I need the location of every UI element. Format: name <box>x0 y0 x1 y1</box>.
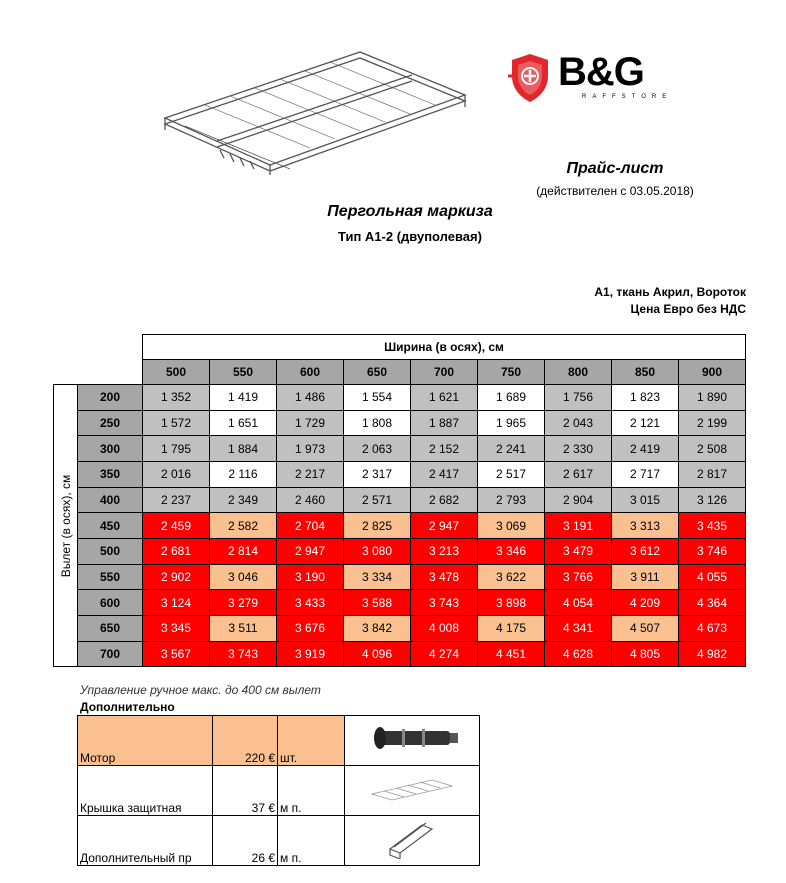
price-cell: 3 046 <box>210 564 277 590</box>
price-cell: 1 554 <box>344 384 411 410</box>
price-cell: 1 572 <box>143 410 210 436</box>
price-cell: 2 814 <box>210 539 277 565</box>
price-cell: 1 486 <box>277 384 344 410</box>
price-cell: 4 274 <box>411 641 478 667</box>
price-cell: 2 947 <box>411 513 478 539</box>
price-row <box>54 539 746 565</box>
width-column-header: 700 <box>411 359 478 384</box>
blank-cell <box>54 359 143 384</box>
price-cell: 3 588 <box>344 590 411 616</box>
price-row <box>54 641 746 667</box>
depth-row-header: 650 <box>78 616 143 642</box>
extra-name: Мотор <box>78 716 213 766</box>
depth-row-header: 700 <box>78 641 143 667</box>
price-row <box>54 564 746 590</box>
price-cell: 3 511 <box>210 616 277 642</box>
price-cell: 1 890 <box>679 384 746 410</box>
cover-icon <box>345 766 480 816</box>
price-row <box>54 384 746 410</box>
price-cell: 3 898 <box>478 590 545 616</box>
price-note: Цена Евро без НДС <box>630 302 746 316</box>
extra-unit: м п. <box>278 766 345 816</box>
price-cell: 1 419 <box>210 384 277 410</box>
price-cell: 2 063 <box>344 436 411 462</box>
width-column-header: 650 <box>344 359 411 384</box>
price-cell: 4 096 <box>344 641 411 667</box>
depth-row-header: 350 <box>78 461 143 487</box>
logo-subtext: RAFFSTORE <box>582 94 673 100</box>
price-cell: 3 746 <box>679 539 746 565</box>
depth-row-header: 500 <box>78 539 143 565</box>
product-type: Тип А1-2 (двуполевая) <box>338 229 482 244</box>
price-cell: 3 213 <box>411 539 478 565</box>
blank-cell <box>54 335 143 360</box>
price-cell: 2 016 <box>143 461 210 487</box>
width-column-header: 600 <box>277 359 344 384</box>
price-cell: 2 349 <box>210 487 277 513</box>
depth-row-header: 550 <box>78 564 143 590</box>
price-cell: 3 766 <box>545 564 612 590</box>
price-cell: 2 902 <box>143 564 210 590</box>
price-row <box>54 590 746 616</box>
price-cell: 1 965 <box>478 410 545 436</box>
price-cell: 1 621 <box>411 384 478 410</box>
price-cell: 4 805 <box>612 641 679 667</box>
price-row <box>54 461 746 487</box>
price-cell: 2 330 <box>545 436 612 462</box>
price-cell: 2 904 <box>545 487 612 513</box>
price-cell: 2 793 <box>478 487 545 513</box>
price-cell: 2 459 <box>143 513 210 539</box>
pergola-frame-illustration <box>160 50 470 175</box>
price-cell: 2 417 <box>411 461 478 487</box>
price-cell: 3 479 <box>545 539 612 565</box>
price-cell: 2 460 <box>277 487 344 513</box>
depth-axis-label <box>54 384 78 667</box>
price-cell: 2 617 <box>545 461 612 487</box>
price-cell: 3 015 <box>612 487 679 513</box>
extra-unit: шт. <box>278 716 345 766</box>
extra-price: 26 € <box>213 816 278 866</box>
price-cell: 3 433 <box>277 590 344 616</box>
extra-row <box>78 816 480 866</box>
price-cell: 1 795 <box>143 436 210 462</box>
price-cell: 3 334 <box>344 564 411 590</box>
price-cell: 2 217 <box>277 461 344 487</box>
price-cell: 4 341 <box>545 616 612 642</box>
price-cell: 3 622 <box>478 564 545 590</box>
brand-logo <box>508 52 704 108</box>
price-cell: 2 043 <box>545 410 612 436</box>
price-cell: 2 199 <box>679 410 746 436</box>
extra-unit: м п. <box>278 816 345 866</box>
motor-icon <box>345 716 480 766</box>
price-cell: 2 582 <box>210 513 277 539</box>
price-cell: 4 673 <box>679 616 746 642</box>
price-cell: 3 842 <box>344 616 411 642</box>
width-column-header: 850 <box>612 359 679 384</box>
extras-table <box>77 715 480 866</box>
price-cell: 3 279 <box>210 590 277 616</box>
price-cell: 4 175 <box>478 616 545 642</box>
price-cell: 4 982 <box>679 641 746 667</box>
price-list-title: Прайс-лист <box>566 160 664 177</box>
price-cell: 2 571 <box>344 487 411 513</box>
price-cell: 2 508 <box>679 436 746 462</box>
width-column-header: 550 <box>210 359 277 384</box>
depth-row-header: 600 <box>78 590 143 616</box>
price-cell: 1 887 <box>411 410 478 436</box>
spec-line: А1, ткань Акрил, Вороток <box>594 285 746 299</box>
price-cell: 4 364 <box>679 590 746 616</box>
depth-axis-text: Вылет (в осях), см <box>58 474 73 577</box>
price-cell: 1 973 <box>277 436 344 462</box>
extras-title: Дополнительно <box>80 700 175 714</box>
width-column-header: 500 <box>143 359 210 384</box>
extra-row <box>78 766 480 816</box>
price-cell: 1 823 <box>612 384 679 410</box>
price-cell: 4 628 <box>545 641 612 667</box>
depth-row-header: 450 <box>78 513 143 539</box>
price-cell: 1 651 <box>210 410 277 436</box>
price-cell: 2 825 <box>344 513 411 539</box>
price-cell: 3 612 <box>612 539 679 565</box>
depth-row-header: 200 <box>78 384 143 410</box>
price-cell: 1 729 <box>277 410 344 436</box>
logo-text: B&G <box>558 50 644 94</box>
extra-price: 37 € <box>213 766 278 816</box>
price-cell: 2 517 <box>478 461 545 487</box>
price-cell: 3 911 <box>612 564 679 590</box>
price-cell: 3 743 <box>411 590 478 616</box>
price-cell: 3 567 <box>143 641 210 667</box>
depth-row-header: 400 <box>78 487 143 513</box>
price-row <box>54 436 746 462</box>
depth-row-header: 300 <box>78 436 143 462</box>
extra-row <box>78 716 480 766</box>
price-cell: 2 152 <box>411 436 478 462</box>
price-row <box>54 616 746 642</box>
price-row <box>54 487 746 513</box>
price-cell: 2 237 <box>143 487 210 513</box>
price-cell: 3 743 <box>210 641 277 667</box>
price-cell: 3 190 <box>277 564 344 590</box>
price-cell: 3 919 <box>277 641 344 667</box>
price-cell: 2 241 <box>478 436 545 462</box>
price-cell: 1 352 <box>143 384 210 410</box>
profile-icon <box>345 816 480 866</box>
width-column-header: 900 <box>679 359 746 384</box>
price-cell: 1 884 <box>210 436 277 462</box>
price-cell: 4 451 <box>478 641 545 667</box>
price-cell: 3 080 <box>344 539 411 565</box>
valid-from-date: (действителен с 03.05.2018) <box>536 184 694 198</box>
extra-price: 220 € <box>213 716 278 766</box>
price-cell: 4 209 <box>612 590 679 616</box>
price-cell: 3 126 <box>679 487 746 513</box>
price-cell: 3 313 <box>612 513 679 539</box>
price-cell: 3 478 <box>411 564 478 590</box>
price-row <box>54 410 746 436</box>
price-cell: 2 116 <box>210 461 277 487</box>
depth-row-header: 250 <box>78 410 143 436</box>
price-cell: 4 055 <box>679 564 746 590</box>
price-cell: 2 681 <box>143 539 210 565</box>
price-cell: 1 808 <box>344 410 411 436</box>
width-header: Ширина (в осях), см <box>143 335 746 360</box>
price-cell: 3 124 <box>143 590 210 616</box>
price-cell: 3 069 <box>478 513 545 539</box>
price-cell: 2 817 <box>679 461 746 487</box>
price-cell: 3 676 <box>277 616 344 642</box>
manual-control-note: Управление ручное макс. до 400 см вылет <box>80 683 321 697</box>
extra-name: Дополнительный пр <box>78 816 213 866</box>
price-cell: 3 191 <box>545 513 612 539</box>
price-cell: 2 121 <box>612 410 679 436</box>
price-cell: 2 682 <box>411 487 478 513</box>
price-cell: 2 717 <box>612 461 679 487</box>
price-cell: 2 704 <box>277 513 344 539</box>
price-cell: 4 008 <box>411 616 478 642</box>
price-cell: 1 756 <box>545 384 612 410</box>
product-title: Пергольная маркиза <box>327 203 493 220</box>
price-cell: 3 345 <box>143 616 210 642</box>
width-column-header: 800 <box>545 359 612 384</box>
width-column-header: 750 <box>478 359 545 384</box>
price-row <box>54 513 746 539</box>
price-cell: 1 689 <box>478 384 545 410</box>
extra-name: Крышка защитная <box>78 766 213 816</box>
price-cell: 2 947 <box>277 539 344 565</box>
price-cell: 2 317 <box>344 461 411 487</box>
price-cell: 2 419 <box>612 436 679 462</box>
price-cell: 3 346 <box>478 539 545 565</box>
price-cell: 3 435 <box>679 513 746 539</box>
price-cell: 4 054 <box>545 590 612 616</box>
price-cell: 4 507 <box>612 616 679 642</box>
price-table <box>53 334 746 667</box>
